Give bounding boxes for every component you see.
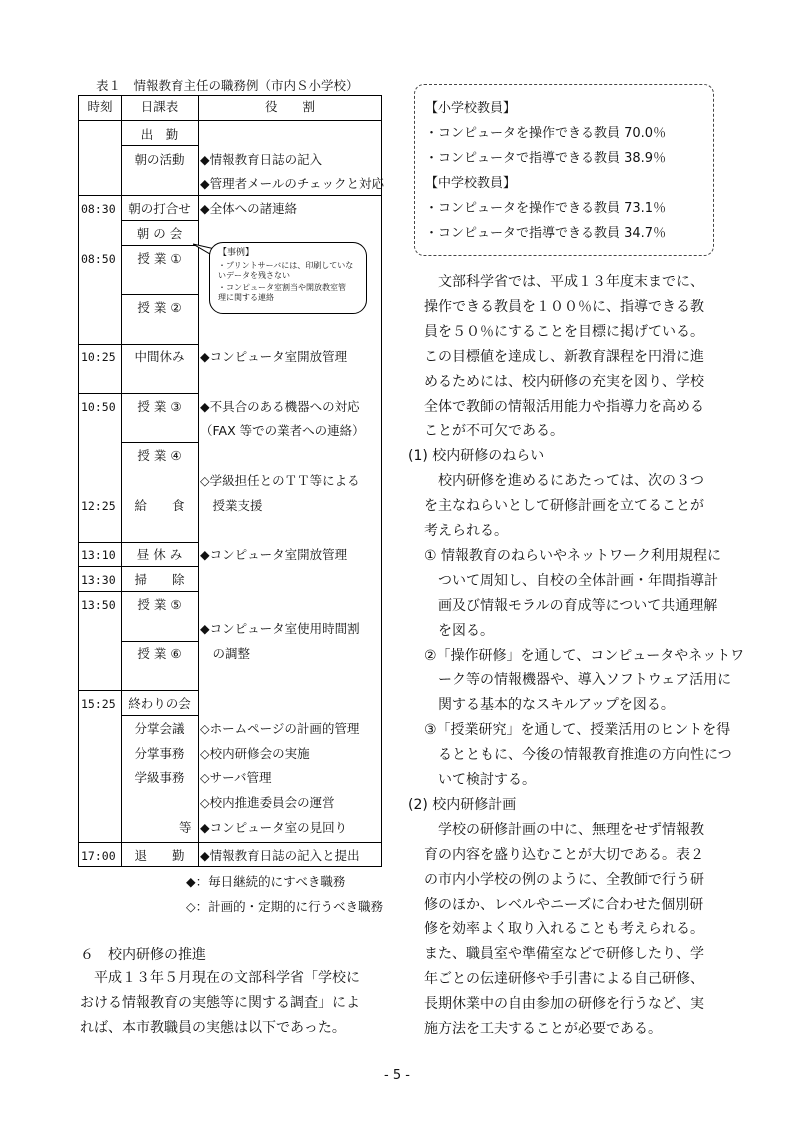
- example-callout: [209, 242, 367, 314]
- header-rule: [79, 120, 381, 121]
- time-cell: 10:50: [81, 400, 116, 414]
- body-line: ことが不可欠である。: [424, 423, 564, 440]
- body-line: めるためには、校内研修の充実を図り、学校: [424, 373, 704, 390]
- time-cell: 12:25: [81, 499, 116, 513]
- role-cell: ◆情報教育日誌の記入と提出: [200, 848, 360, 863]
- time-cell: 13:10: [81, 548, 116, 562]
- row-rule: [121, 715, 198, 716]
- table-caption: 表１ 情報教育主任の職務例（市内Ｓ小学校）: [96, 78, 359, 93]
- body-line: 修のほか、レベルやニーズに合わせた個別研: [424, 896, 704, 913]
- schedule-cell: 分掌事務: [134, 746, 185, 761]
- body-line: 関する基本的なスキルアップを図る。: [424, 697, 675, 714]
- time-cell: 10:25: [81, 350, 116, 364]
- row-rule: [79, 393, 198, 394]
- body-line: 修を効率よく取り入れることも考えられる。: [424, 921, 704, 938]
- time-cell: 08:30: [81, 202, 116, 216]
- section-heading: ６ 校内研修の推進: [80, 947, 206, 963]
- row-rule: [79, 591, 198, 592]
- body-line: を主なねらいとして研修計画を立てることが: [424, 498, 704, 515]
- schedule-cell: 等: [179, 820, 192, 835]
- survey-stats-box: [414, 84, 714, 256]
- body-line: るとともに、今後の情報教育推進の方向性につ: [424, 747, 732, 764]
- schedule-cell: 分掌会議: [134, 721, 185, 736]
- body-line: ②「操作研修」を通して、コンピュータやネットワ: [424, 647, 745, 664]
- schedule-cell: 給 食: [134, 498, 185, 513]
- role-cell: ◆全体への諸連絡: [200, 201, 298, 216]
- body-line: (2) 校内研修計画: [408, 796, 517, 813]
- body-line: を図る。: [424, 622, 494, 639]
- schedule-cell: 出 勤: [140, 127, 179, 142]
- role-cell: （FAX 等での業者への連絡）: [200, 423, 365, 438]
- header-role: 役 割: [264, 99, 315, 114]
- schedule-cell: 朝の活動: [134, 152, 185, 167]
- role-cell: ◇ホームページの計画的管理: [200, 721, 360, 736]
- body-line: 員を５０％にすることを目標に掲げている。: [424, 323, 704, 340]
- schedule-table: [78, 95, 382, 867]
- body-line: 学校の研修計画の中に、無理をせず情報教: [424, 821, 704, 838]
- stats-item: ・コンピュータで指導できる教員 38.9％: [425, 151, 667, 166]
- callout-title: 【事例】: [218, 248, 255, 258]
- legend-daily: ◆：毎日継続的にすべき職務: [186, 874, 346, 889]
- schedule-cell: 授 業 ①: [137, 251, 182, 266]
- body-line: ③「授業研究」を通して、授業活用のヒントを得: [424, 722, 731, 739]
- body-line: 考えられる。: [424, 523, 508, 539]
- schedule-cell: 昼 休 み: [136, 547, 183, 562]
- time-cell: 13:30: [81, 573, 116, 587]
- callout-line: いデータを残さない: [218, 271, 290, 280]
- stats-item: ・コンピュータを操作できる教員 73.1％: [425, 201, 667, 216]
- stats-item: ・コンピュータで指導できる教員 34.7％: [425, 226, 667, 241]
- body-line: 全体で教師の情報活用能力や指導力を高める: [424, 398, 704, 415]
- role-cell: ◆コンピュータ室の見回り: [200, 820, 348, 835]
- row-rule: [121, 245, 198, 246]
- row-rule: [121, 641, 198, 642]
- row-rule: [121, 294, 198, 295]
- row-rule: [79, 344, 198, 345]
- body-line: おける情報教育の実態等に関する調査」によ: [80, 995, 360, 1011]
- body-line: (1) 校内研修のねらい: [408, 448, 545, 465]
- body-line: 校内研修を進めるにあたっては、次の３つ: [424, 473, 704, 490]
- schedule-cell: 授 業 ⑥: [137, 646, 182, 661]
- stats-heading: 【小学校教員】: [425, 101, 517, 116]
- row-rule: [79, 842, 381, 843]
- row-rule: [121, 145, 198, 146]
- row-rule: [79, 542, 198, 543]
- schedule-cell: 授 業 ③: [137, 399, 182, 414]
- stats-item: ・コンピュータを操作できる教員 70.0％: [425, 126, 667, 141]
- schedule-cell: 朝 の 会: [136, 226, 183, 241]
- body-line: 長期休業中の自由参加の研修を行うなど、実: [424, 996, 704, 1013]
- schedule-cell: 授 業 ④: [137, 448, 182, 463]
- time-cell: 17:00: [81, 849, 116, 863]
- body-line: ーク等の情報機器や、導入ソフトウェア活用に: [424, 672, 732, 689]
- schedule-cell: 掃 除: [134, 572, 185, 587]
- body-line: ① 情報教育のねらいやネットワーク利用規程に: [424, 547, 721, 564]
- schedule-cell: 朝の打合せ: [128, 201, 191, 216]
- row-rule: [121, 220, 198, 221]
- role-cell: の調整: [200, 646, 251, 661]
- body-line: 画及び情報モラルの育成等について共通理解: [424, 597, 718, 614]
- schedule-cell: 退 勤: [134, 848, 185, 863]
- role-cell: ◇学級担任とのＴＴ等による: [200, 473, 360, 488]
- body-line: 文部科学省では、平成１３年度末までに、: [424, 274, 704, 290]
- callout-line: ・コンピュータ室割当や開放教室管: [218, 283, 346, 292]
- header-time: 時刻: [87, 99, 113, 114]
- body-line: 施方法を工夫することが必要である。: [424, 1021, 662, 1037]
- time-cell: 08:50: [81, 252, 116, 266]
- schedule-cell: 学級事務: [134, 770, 185, 785]
- col-divider: [198, 96, 199, 866]
- schedule-cell: 終わりの会: [128, 696, 191, 711]
- body-line: 平成１３年５月現在の文部科学省「学校に: [80, 970, 360, 986]
- page-number: - 5 -: [384, 1068, 410, 1083]
- role-cell: ◇サーバ管理: [200, 770, 272, 785]
- role-cell: ◆コンピュータ室開放管理: [200, 349, 348, 364]
- role-cell: ◆情報教育日誌の記入: [200, 152, 323, 167]
- role-cell: ◇校内研修会の実施: [200, 746, 310, 761]
- time-cell: 15:25: [81, 697, 116, 711]
- body-line: また、職員室や準備室などで研修したり、学: [424, 946, 704, 963]
- body-line: の市内小学校の例のように、全教師で行う研: [424, 871, 704, 888]
- row-rule: [79, 566, 198, 567]
- schedule-cell: 授 業 ⑤: [137, 597, 182, 612]
- callout-line: ・プリントサーバには、印刷していな: [218, 261, 354, 270]
- role-cell: ◆管理者メールのチェックと対応: [200, 176, 384, 191]
- header-schedule: 日課表: [140, 99, 179, 114]
- body-line: ついて周知し、自校の全体計画・年間指導計: [424, 572, 718, 589]
- body-line: この目標値を達成し、新教育課程を円滑に進: [424, 348, 704, 365]
- role-cell: ◇校内推進委員会の運営: [200, 795, 335, 810]
- callout-line: 理に関する連絡: [218, 293, 274, 302]
- schedule-cell: 中間休み: [134, 349, 185, 364]
- body-line: 操作できる教員を１００％に、指導できる教: [424, 298, 704, 315]
- body-line: れば、本市教職員の実態は以下であった。: [80, 1020, 346, 1036]
- time-cell: 13:50: [81, 598, 116, 612]
- role-cell: ◆コンピュータ室使用時間割: [200, 621, 360, 636]
- row-rule: [121, 442, 198, 443]
- stats-heading: 【中学校教員】: [425, 176, 517, 191]
- legend-periodic: ◇：計画的・定期的に行うべき職務: [186, 899, 384, 914]
- role-cell: ◆コンピュータ室開放管理: [200, 547, 348, 562]
- role-cell: ◆不具合のある機器への対応: [200, 399, 360, 414]
- body-line: 育の内容を盛り込むことが大切である。表２: [424, 846, 704, 863]
- body-line: いて検討する。: [424, 772, 536, 788]
- row-rule: [79, 195, 381, 196]
- schedule-cell: 授 業 ②: [137, 300, 182, 315]
- body-line: 年ごとの伝達研修や手引書による自己研修、: [424, 971, 704, 988]
- row-rule: [79, 690, 198, 691]
- role-cell: 授業支援: [200, 498, 263, 513]
